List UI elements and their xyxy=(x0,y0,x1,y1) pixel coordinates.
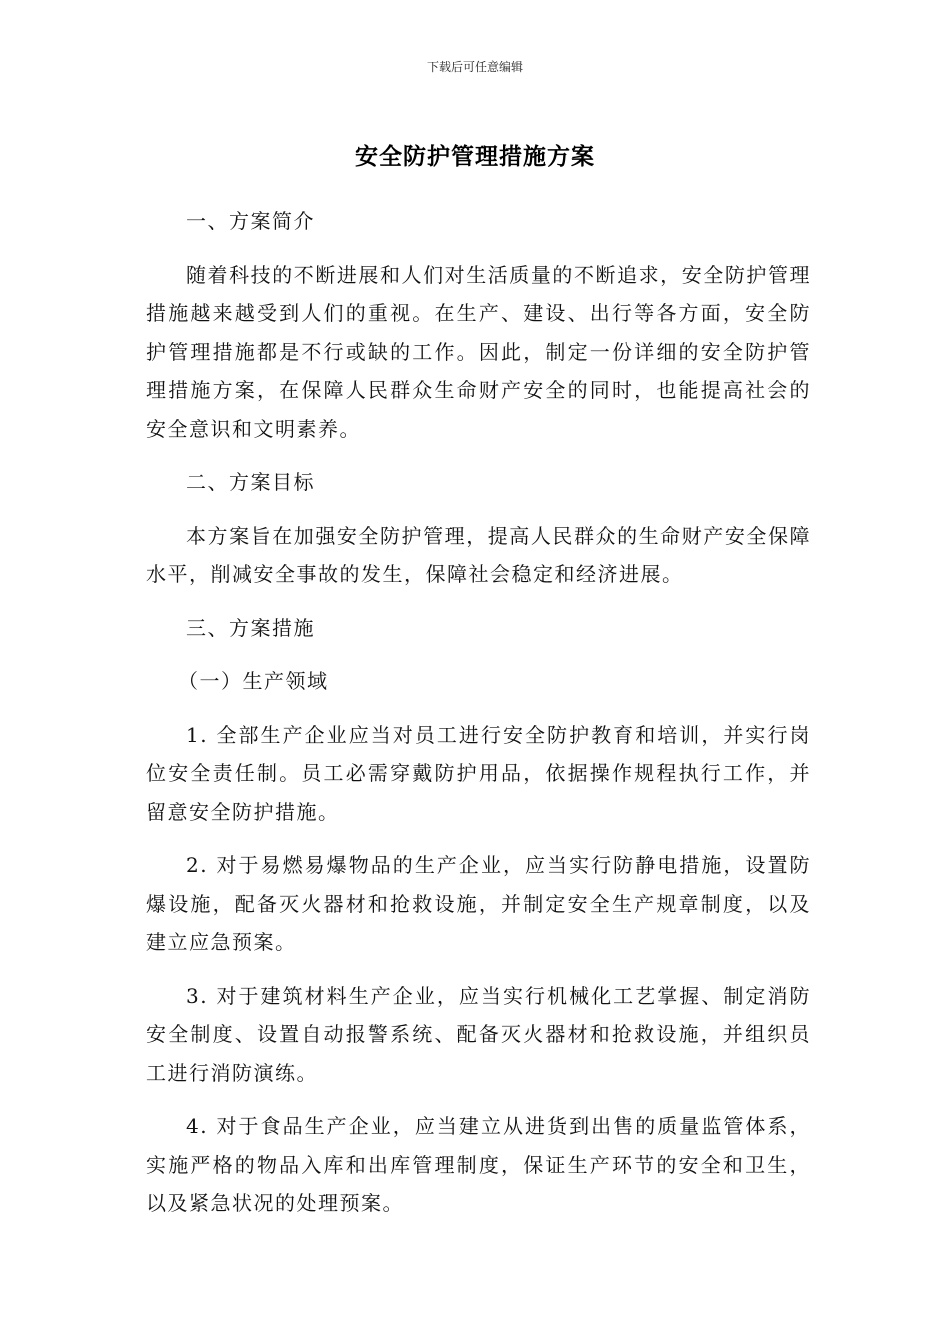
header-note: 下载后可任意编辑 xyxy=(426,60,523,74)
measure-item-1: 1. 全部生产企业应当对员工进行安全防护教育和培训，并实行岗位安全责任制。员工必需穿戴防护用品，依据操作规程执行工作，并留意安全防护措施。 xyxy=(146,722,811,824)
document-body xyxy=(146,202,811,1238)
section-heading-goal: 二、方案目标 xyxy=(186,470,315,494)
intro-paragraph: 随着科技的不断进展和人们对生活质量的不断追求，安全防护管理措施越来越受到人们的重视。在生产、建设、出行等各方面，安全防护管理措施都是不行或缺的工作。因此，制定一份详细的安全防护管理措施方案，在保障人民群众生命财产安全的同时，也能提高社会的安全意识和文明素养。 xyxy=(146,262,811,441)
measure-item-4: 4. 对于食品生产企业，应当建立从进货到出售的质量监管体系，实施严格的物品入库和出库管理制度，保证生产环节的安全和卫生，以及紧急状况的处理预案。 xyxy=(146,1114,811,1215)
page-title: 安全防护管理措施方案 xyxy=(355,144,595,170)
measure-item-3: 3. 对于建筑材料生产企业，应当实行机械化工艺掌握、制定消防安全制度、设置自动报警系统、配备灭火器材和抢救设施，并组织员工进行消防演练。 xyxy=(146,983,811,1085)
subsection-heading-production: （一）生产领域 xyxy=(178,669,329,693)
goal-paragraph: 本方案旨在加强安全防护管理，提高人民群众的生命财产安全保障水平，削减安全事故的发生，保障社会稳定和经济进展。 xyxy=(146,523,811,586)
measure-item-2: 2. 对于易燃易爆物品的生产企业，应当实行防静电措施，设置防爆设施，配备灭火器材和抢救设施，并制定安全生产规章制度，以及建立应急预案。 xyxy=(146,853,811,954)
section-heading-intro: 一、方案简介 xyxy=(186,209,315,233)
section-heading-measures: 三、方案措施 xyxy=(186,615,315,640)
